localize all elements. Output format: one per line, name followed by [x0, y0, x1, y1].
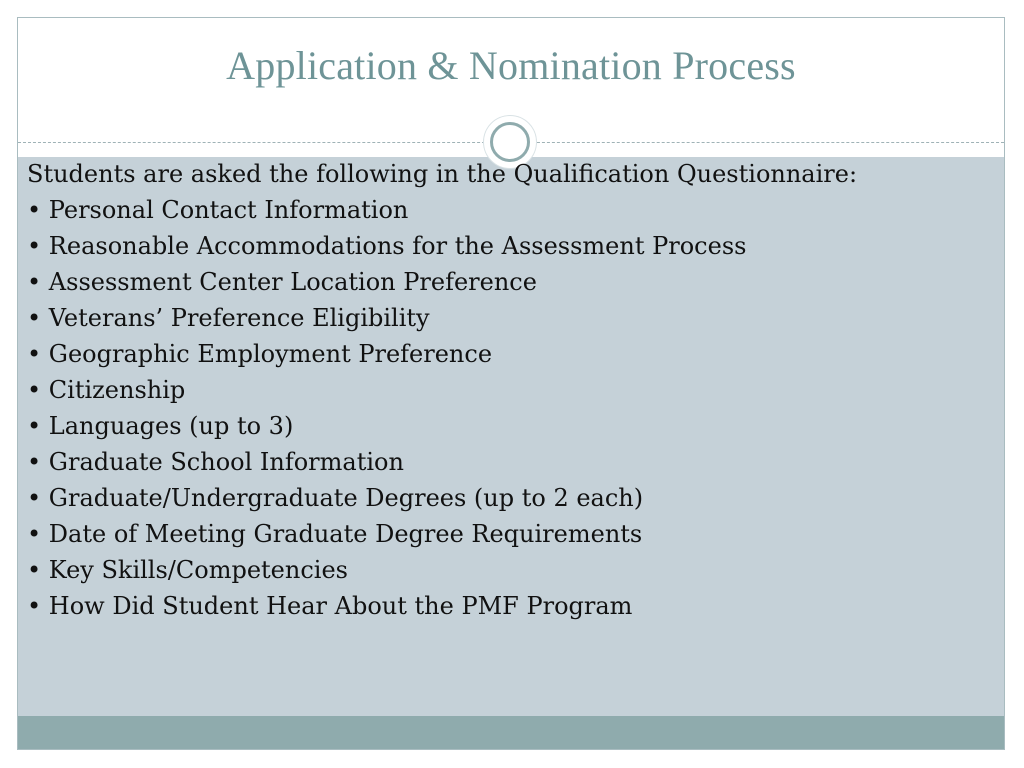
bullet-icon: • [27, 304, 42, 332]
bullet-item [27, 300, 967, 336]
bullet-content [27, 156, 967, 624]
bullet-text: Geographic Employment Preference [48, 340, 493, 368]
bullet-text: Graduate School Information [48, 448, 404, 476]
bullet-item [27, 480, 967, 516]
bullet-icon: • [27, 556, 42, 584]
bullet-item [27, 228, 967, 264]
bullet-icon: • [27, 340, 42, 368]
bullet-text: Languages (up to 3) [48, 412, 294, 440]
intro-text: Students are asked the following in the Qualification Questionnaire: [27, 160, 858, 188]
bullet-icon: • [27, 520, 42, 548]
bullet-item [27, 588, 967, 624]
bullet-text: Veterans’ Preference Eligibility [48, 304, 430, 332]
bullet-text: Date of Meeting Graduate Degree Requirements [48, 520, 643, 548]
bullet-text: Reasonable Accommodations for the Assessment Process [48, 232, 747, 260]
bullet-item [27, 408, 967, 444]
bullet-icon: • [27, 484, 42, 512]
bullet-item [27, 444, 967, 480]
bullet-text: Key Skills/Competencies [48, 556, 348, 584]
bullet-icon: • [27, 232, 42, 260]
bullet-item [27, 336, 967, 372]
bullet-icon: • [27, 412, 42, 440]
bullet-text: Personal Contact Information [48, 196, 409, 224]
bullet-text: Graduate/Undergraduate Degrees (up to 2 each) [48, 484, 644, 512]
bullet-item [27, 552, 967, 588]
bullet-item [27, 192, 967, 228]
bullet-item [27, 516, 967, 552]
bullet-icon: • [27, 448, 42, 476]
bullet-item [27, 372, 967, 408]
bullet-text: Citizenship [48, 376, 186, 404]
footer-band [18, 716, 1004, 750]
bullet-text: Assessment Center Location Preference [48, 268, 537, 296]
bullet-text: How Did Student Hear About the PMF Program [48, 592, 633, 620]
bullet-icon: • [27, 268, 42, 296]
bullet-icon: • [27, 376, 42, 404]
bullet-item [27, 264, 967, 300]
slide-title: Application & Nomination Process [226, 43, 796, 88]
bullet-icon: • [27, 592, 42, 620]
bullet-icon: • [27, 196, 42, 224]
